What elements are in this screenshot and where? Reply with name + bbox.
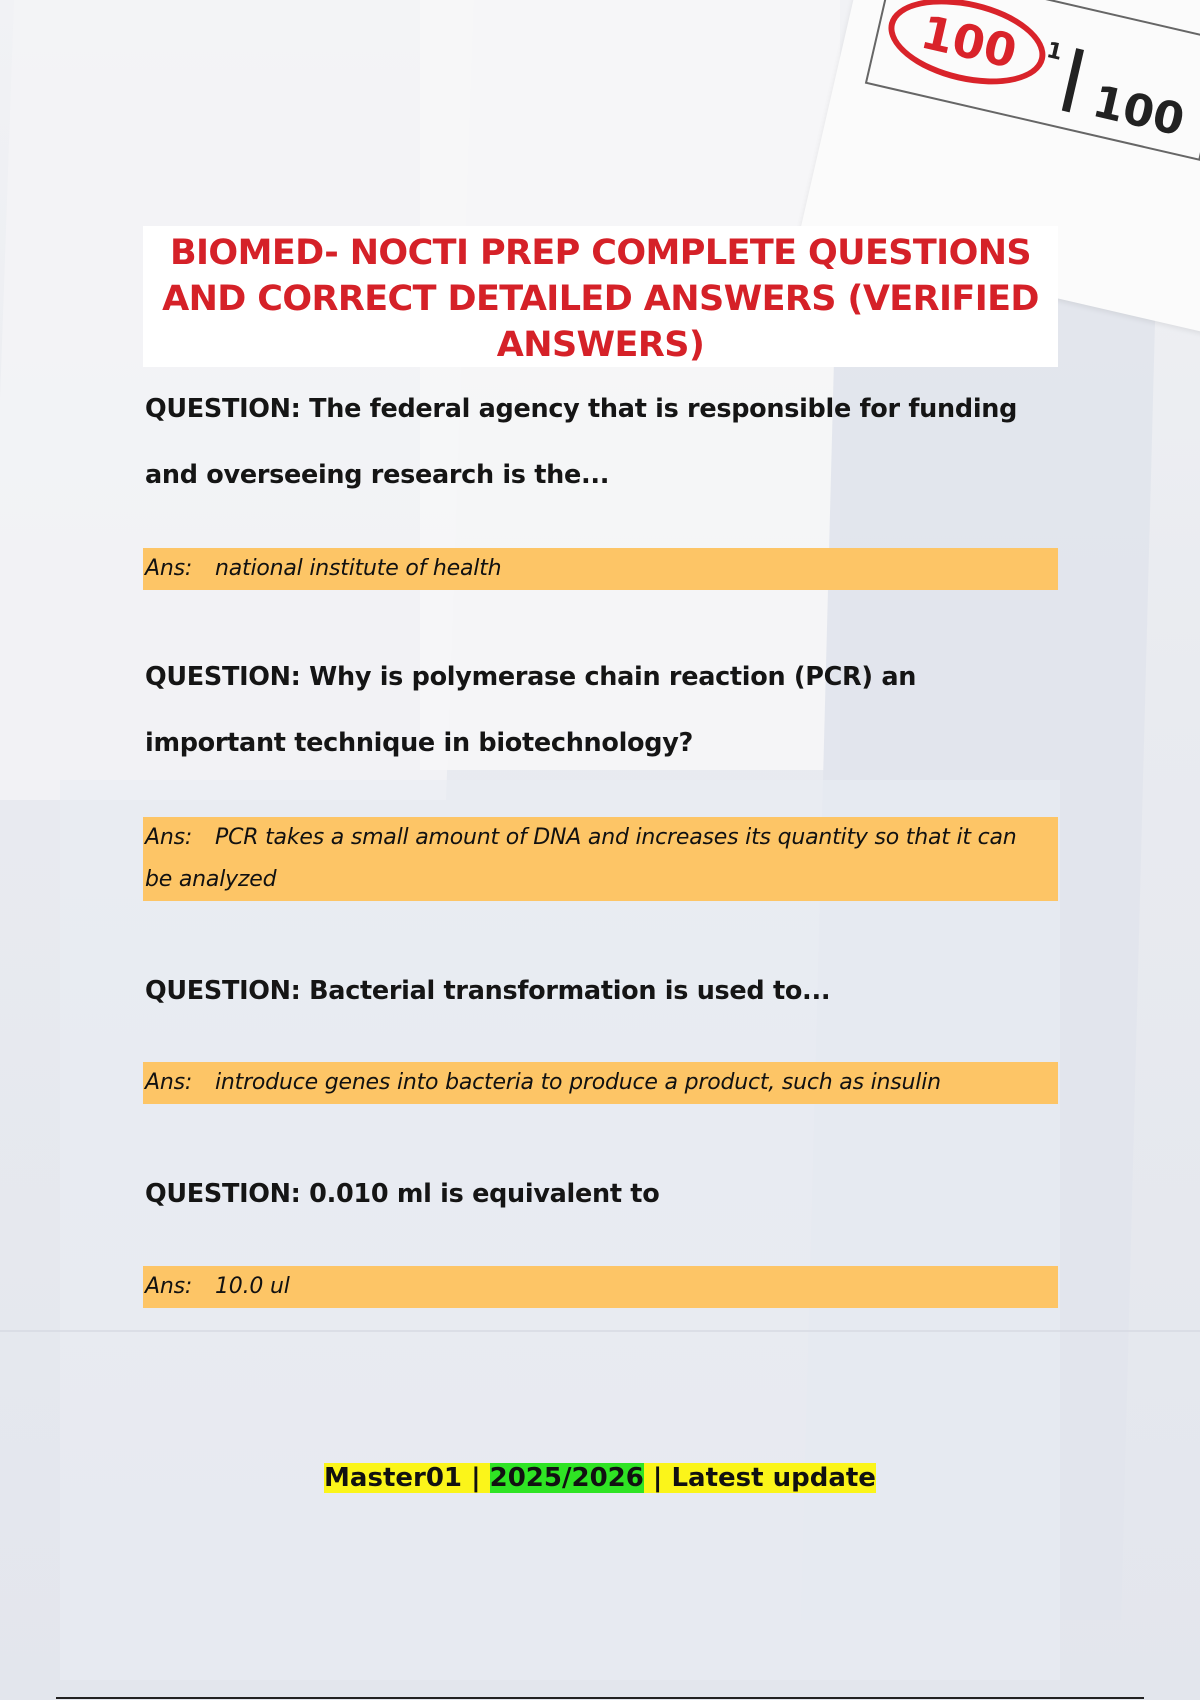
- answer-4: [143, 1266, 1058, 1308]
- footer-credit: [0, 1458, 1200, 1498]
- answer-label: Ans:: [145, 1070, 193, 1095]
- grade-superscript: 1: [1044, 37, 1065, 66]
- answer-text: PCR takes a small amount of DNA and increases its quantity so that it can be analyzed: [145, 825, 1017, 892]
- answer-1: [143, 548, 1058, 590]
- answer-label: Ans:: [145, 556, 193, 581]
- question-label: QUESTION:: [145, 394, 301, 424]
- footer-separator: |: [462, 1463, 490, 1493]
- grade-divider: [1062, 48, 1084, 112]
- question-text: Why is polymerase chain reaction (PCR) an important technique in biotechnology?: [145, 662, 917, 758]
- answer-text: national institute of health: [215, 556, 502, 581]
- bottom-divider: [56, 1697, 1144, 1699]
- question-label: QUESTION:: [145, 662, 301, 692]
- footer-separator: |: [643, 1463, 672, 1493]
- grade-total: 100: [1088, 76, 1190, 147]
- document-title: BIOMED- NOCTI PREP COMPLETE QUESTIONS AND CORRECT DETAILED ANSWERS (VERIFIED ANSWERS): [162, 233, 1039, 365]
- question-3: [145, 958, 1055, 1024]
- footer-author: Master01: [324, 1463, 463, 1493]
- answer-text: 10.0 ul: [215, 1274, 290, 1299]
- answer-label: Ans:: [145, 825, 193, 850]
- answer-text: introduce genes into bacteria to produce a product, such as insulin: [215, 1070, 941, 1095]
- question-text: 0.010 ml is equivalent to: [309, 1179, 660, 1209]
- grade-score: 100: [916, 4, 1022, 79]
- background-paper-sheet: [60, 780, 1060, 1680]
- answer-label: Ans:: [145, 1274, 193, 1299]
- question-4: [145, 1161, 1055, 1227]
- question-label: QUESTION:: [145, 976, 301, 1006]
- answer-2: [143, 817, 1058, 901]
- title-banner: [143, 226, 1058, 367]
- footer-note: Latest update: [671, 1463, 876, 1493]
- question-text: Bacterial transformation is used to...: [309, 976, 831, 1006]
- question-text: The federal agency that is responsible for funding and overseeing research is the...: [145, 394, 1018, 490]
- paper-fold-line: [0, 1330, 1200, 1332]
- grade-stamp-box: [865, 0, 1200, 161]
- footer-year: 2025/2026: [489, 1463, 644, 1493]
- question-label: QUESTION:: [145, 1179, 301, 1209]
- question-1: [145, 376, 1055, 508]
- answer-3: [143, 1062, 1058, 1104]
- question-2: [145, 644, 1055, 776]
